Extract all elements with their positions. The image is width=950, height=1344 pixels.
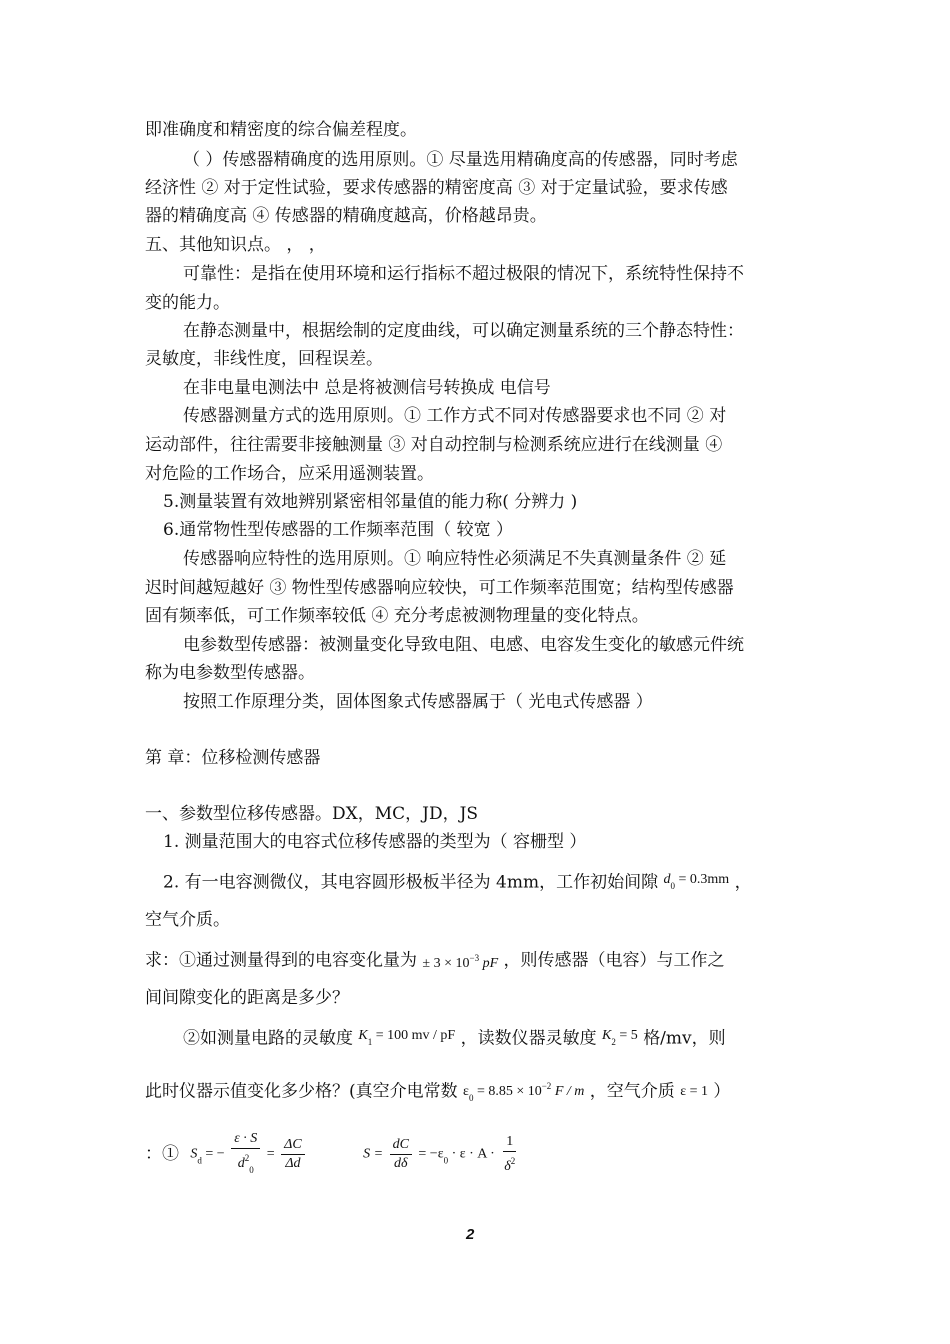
- formula-sensitivity-sd: $S_d$ = − $\frac{\varepsilon \cdot S}{d^2_0}$ = $\frac{\Delta C}{\Delta d}$: [190, 1130, 307, 1179]
- fraction: $\frac{\Delta C}{\Delta d}$: [281, 1136, 305, 1173]
- question-text: [145, 946, 810, 976]
- question-text: [183, 1024, 810, 1054]
- formula-k2: $K_2 = 5$: [602, 1028, 638, 1047]
- question-text-part: 此时仪器示值变化多少格？(真空介电常数: [145, 1081, 458, 1102]
- text-line: 按照工作原理分类，固体图象式传感器属于（ 光电式传感器 ）: [183, 692, 653, 712]
- text-line: 空气介质。: [145, 910, 230, 930]
- question-text-part: ）: [713, 1081, 731, 1102]
- question-2: [163, 868, 828, 898]
- text-line: 在静态测量中，根据绘制的定度曲线，可以确定测量系统的三个静态特性：: [183, 321, 744, 341]
- text-line: 变的能力。: [145, 293, 230, 313]
- text-line: 传感器响应特性的选用原则。① 响应特性必须满足不失真测量条件 ② 延: [183, 549, 727, 569]
- text-line: 传感器测量方式的选用原则。① 工作方式不同对传感器要求也不同 ② 对: [183, 406, 727, 426]
- text-line: 即准确度和精密度的综合偏差程度。: [145, 120, 417, 140]
- text-line: 灵敏度，非线性度，回程误差。: [145, 349, 383, 369]
- question-5: 5.测量装置有效地辨别紧密相邻量值的能力称( 分辨力 ): [163, 492, 578, 512]
- question-2-text: 2. 有一电容测微仪，其电容圆形极板半径为 4mm，工作初始间隙: [163, 872, 659, 893]
- text-line: 固有频率低，可工作频率较低 ④ 充分考虑被测物理量的变化特点。: [145, 606, 649, 626]
- text-line: 迟时间越短越好 ③ 物性型传感器响应较快，可工作频率范围宽；结构型传感器: [145, 578, 734, 598]
- section-heading: 五、其他知识点。 ， ，: [145, 235, 326, 255]
- text-line: 电参数型传感器：被测量变化导致电阻、电感、电容发生变化的敏感元件统: [183, 635, 744, 655]
- formula-gap-d0: $d_0 = 0.3mm$: [663, 872, 730, 891]
- formula-epsilon: ε = 1: [680, 1084, 708, 1099]
- section-heading: 一、参数型位移传感器。DX，MC，JD，JS: [145, 804, 479, 824]
- question-text-part: 求：①通过测量得到的电容变化量为: [145, 950, 417, 971]
- question-text-part: ②如测量电路的灵敏度: [183, 1028, 353, 1049]
- text-line: 可靠性：是指在使用环境和运行指标不超过极限的情况下，系统特性保持不: [183, 264, 744, 284]
- text-line: 在非电量电测法中 总是将被测信号转换成 电信号: [183, 378, 551, 398]
- formula-k1: $K_1 = 100$ mv / pF: [358, 1028, 456, 1047]
- question-text-part: ，空气介质: [589, 1081, 675, 1102]
- question-text-part: ，读数仪器灵敏度: [460, 1028, 597, 1049]
- fraction: $\frac{\varepsilon \cdot S}{d^2_0}$: [231, 1130, 260, 1179]
- text-line: 间间隙变化的距离是多少？: [145, 988, 349, 1008]
- question-1: 1. 测量范围大的电容式位移传感器的类型为（ 容栅型 ）: [163, 832, 587, 852]
- formula-delta-c: ± $3 \times 10^{-3}$ pF: [422, 953, 499, 971]
- text-line: 经济性 ② 对于定性试验，要求传感器的精密度高 ③ 对于定量试验，要求传感: [145, 178, 728, 198]
- text-line: 器的精确度高 ④ 传感器的精确度越高，价格越昂贵。: [145, 206, 547, 226]
- question-6: 6.通常物性型传感器的工作频率范围（ 较宽 ）: [163, 520, 514, 540]
- question-text-part: ，则传感器（电容）与工作之: [503, 950, 725, 971]
- text-line: 对危险的工作场合，应采用遥测装置。: [145, 464, 434, 484]
- formula-epsilon0: $\varepsilon_0 = 8.85 \times 10^{-2}$ F / m: [463, 1081, 585, 1103]
- text-line: 称为电参数型传感器。: [145, 663, 315, 683]
- chapter-heading: 第 章：位移检测传感器: [145, 748, 321, 768]
- formula-sensitivity-s: S = $\frac{dC}{d\delta}$ = $-\varepsilon_0 \cdot \varepsilon \cdot A$ · $\frac{1}{\delta^2}$: [363, 1133, 521, 1176]
- question-text: [145, 1074, 810, 1110]
- text-line: 运动部件，往往需要非接触测量 ③ 对自动控制与检测系统应进行在线测量 ④: [145, 435, 723, 455]
- fraction: $\frac{1}{\delta^2}$: [504, 1134, 516, 1174]
- solution-label: ：①: [145, 1144, 179, 1164]
- question-text-part: 格/mv，则: [643, 1028, 726, 1049]
- solution-formula: [145, 1130, 810, 1186]
- fraction: $\frac{dC}{d\delta}$: [390, 1136, 412, 1173]
- text-line: （ ）传感器精确度的选用原则。① 尽量选用精确度高的传感器，同时考虑: [183, 150, 738, 170]
- page-number: 2: [466, 1226, 475, 1243]
- question-2-comma: ，: [734, 872, 752, 893]
